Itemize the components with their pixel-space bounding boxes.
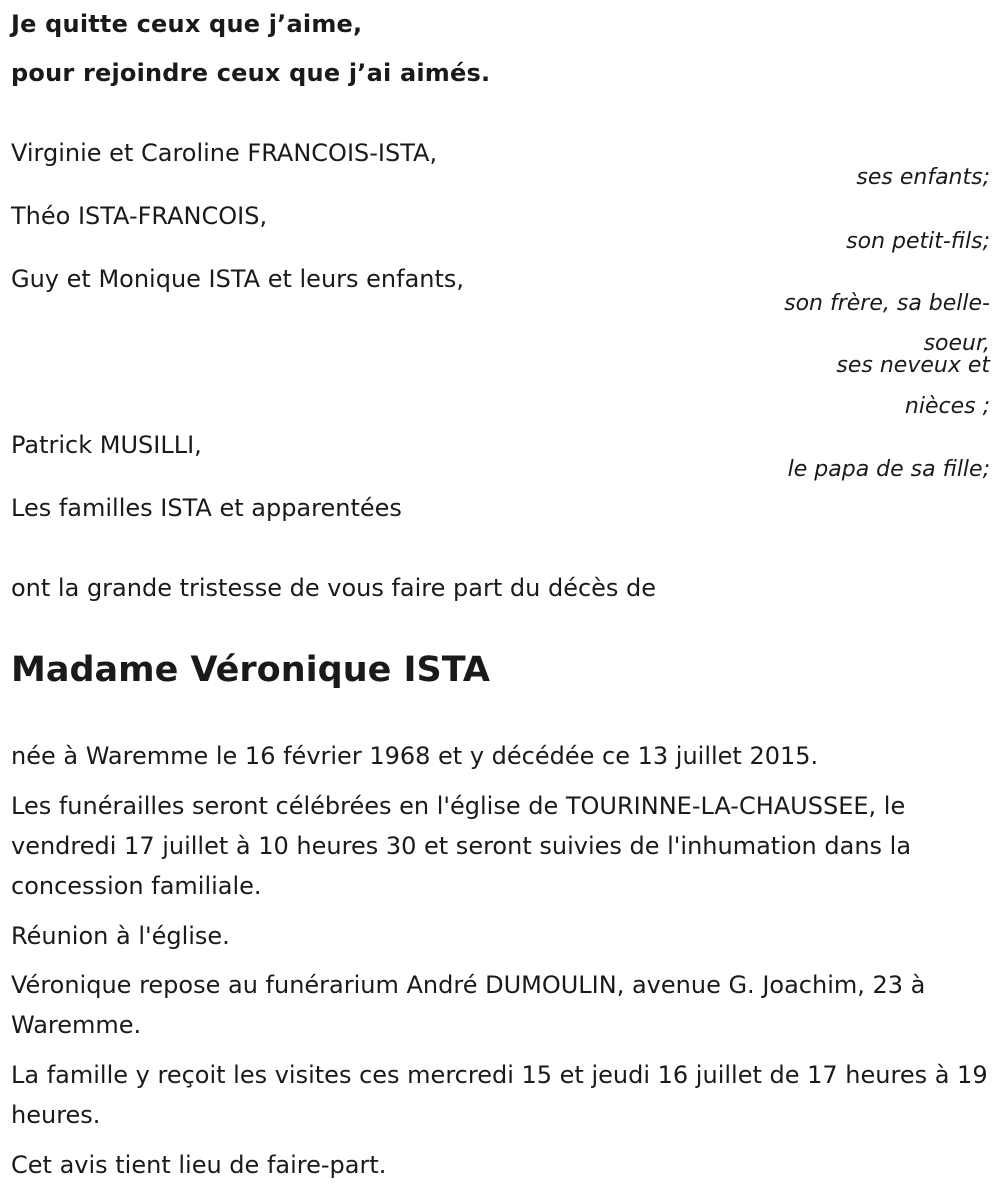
- family-relation-children: ses enfants;: [856, 165, 990, 190]
- family-relation-brother-line-2: soeur,: [923, 331, 990, 356]
- epigraph-line-2: pour rejoindre ceux que j’ai aimés.: [11, 59, 491, 87]
- family-relation-father-of-daughter: le papa de sa fille;: [787, 457, 990, 482]
- family-relation-brother-line-4: nièces ;: [904, 394, 990, 419]
- family-relation-brother-line-1: son frère, sa belle-: [784, 291, 990, 316]
- family-relation-brother-line-3: ses neveux et: [836, 353, 990, 378]
- paragraph-notice: Cet avis tient lieu de faire-part.: [11, 1151, 387, 1179]
- family-name-children: Virginie et Caroline FRANCOIS-ISTA,: [11, 139, 438, 167]
- family-name-father-of-daughter: Patrick MUSILLI,: [11, 431, 202, 459]
- announcement-text: ont la grande tristesse de vous faire part du décès de: [11, 574, 657, 602]
- family-relation-grandson: son petit-fils;: [846, 229, 990, 254]
- paragraph-visits: La famille y reçoit les visites ces mercredi 15 et jeudi 16 juillet de 17 heures à 19 heures.: [11, 1061, 988, 1129]
- paragraph-funeral: Les funérailles seront célébrées en l'église de TOURINNE-LA-CHAUSSEE, le vendredi 17 juillet à 10 heures 30 et seront suivies de l'inhumation dans la concession familiale.: [11, 792, 912, 900]
- paragraph-birth-death: née à Waremme le 16 février 1968 et y décédée ce 13 juillet 2015.: [11, 742, 819, 770]
- family-name-grandson: Théo ISTA-FRANCOIS,: [11, 202, 268, 230]
- deceased-name: Madame Véronique ISTA: [11, 650, 491, 690]
- family-name-relatives: Les familles ISTA et apparentées: [11, 494, 402, 522]
- paragraph-meeting: Réunion à l'église.: [11, 922, 230, 950]
- family-name-brother: Guy et Monique ISTA et leurs enfants,: [11, 265, 465, 293]
- paragraph-funeral-home: Véronique repose au funérarium André DUMOULIN, avenue G. Joachim, 23 à Waremme.: [11, 971, 926, 1039]
- epigraph-line-1: Je quitte ceux que j’aime,: [11, 10, 363, 38]
